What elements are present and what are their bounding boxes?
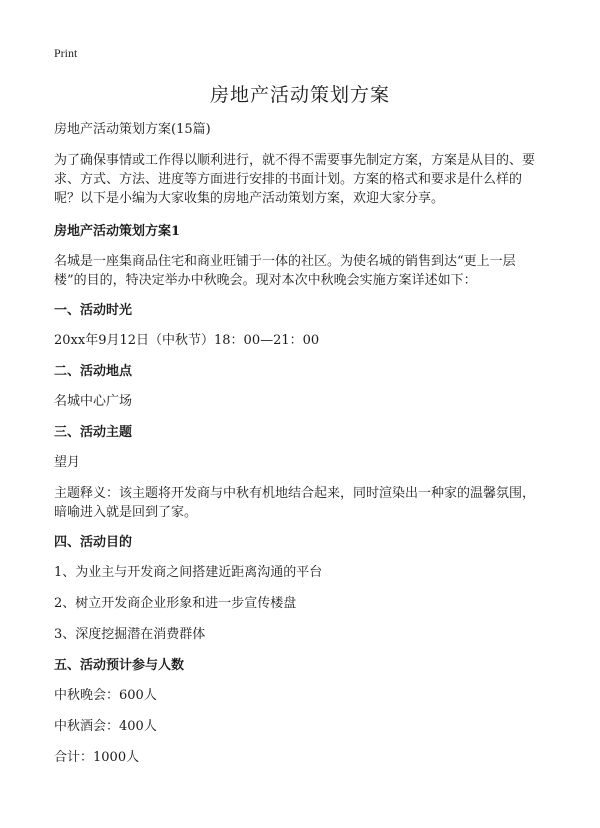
section1-intro-paragraph: 名城是一座集商品住宅和商业旺铺于一体的社区。为使名城的销售到达“更上一层楼”的目的，特决定举办中秋晚会。现对本次中秋晚会实施方案详述如下： bbox=[54, 254, 516, 288]
purpose-item: 1、为业主与开发商之间搭建近距离沟通的平台 bbox=[54, 565, 323, 580]
theme-value: 望月 bbox=[54, 455, 81, 470]
article-body bbox=[54, 120, 546, 779]
document-subtitle: 房地产活动策划方案(15篇) bbox=[54, 122, 211, 137]
participants-item: 合计：1000人 bbox=[54, 750, 140, 765]
time-heading: 一、活动时光 bbox=[54, 303, 133, 318]
purpose-item: 3、深度挖掘潜在消费群体 bbox=[54, 627, 206, 642]
purpose-heading: 四、活动目的 bbox=[54, 535, 133, 550]
participants-item: 中秋晚会：600人 bbox=[54, 688, 157, 703]
place-value: 名城中心广场 bbox=[54, 394, 133, 409]
section1-heading: 房地产活动策划方案1 bbox=[54, 224, 181, 239]
theme-heading: 三、活动主题 bbox=[54, 425, 133, 440]
participants-heading: 五、活动预计参与人数 bbox=[54, 658, 185, 673]
print-link[interactable]: Print bbox=[54, 46, 78, 60]
theme-explanation: 主题释义：该主题将开发商与中秋有机地结合起来，同时渲染出一种家的温馨氛围，暗喻进入就是回到了家。 bbox=[54, 486, 536, 520]
place-heading: 二、活动地点 bbox=[54, 364, 133, 379]
participants-item: 中秋酒会：400人 bbox=[54, 719, 157, 734]
time-value: 20xx年9月12日（中秋节）18：00—21：00 bbox=[54, 333, 320, 348]
page-title: 房地产活动策划方案 bbox=[209, 84, 390, 106]
intro-paragraph: 为了确保事情或工作得以顺利进行，就不得不需要事先制定方案，方案是从目的、要求、方式、方法、进度等方面进行安排的书面计划。方案的格式和要求是什么样的呢？以下是小编为大家收集的房地产活动策划方案，欢迎大家分享。 bbox=[54, 153, 536, 206]
purpose-item: 2、树立开发商企业形象和进一步宣传楼盘 bbox=[54, 596, 297, 611]
